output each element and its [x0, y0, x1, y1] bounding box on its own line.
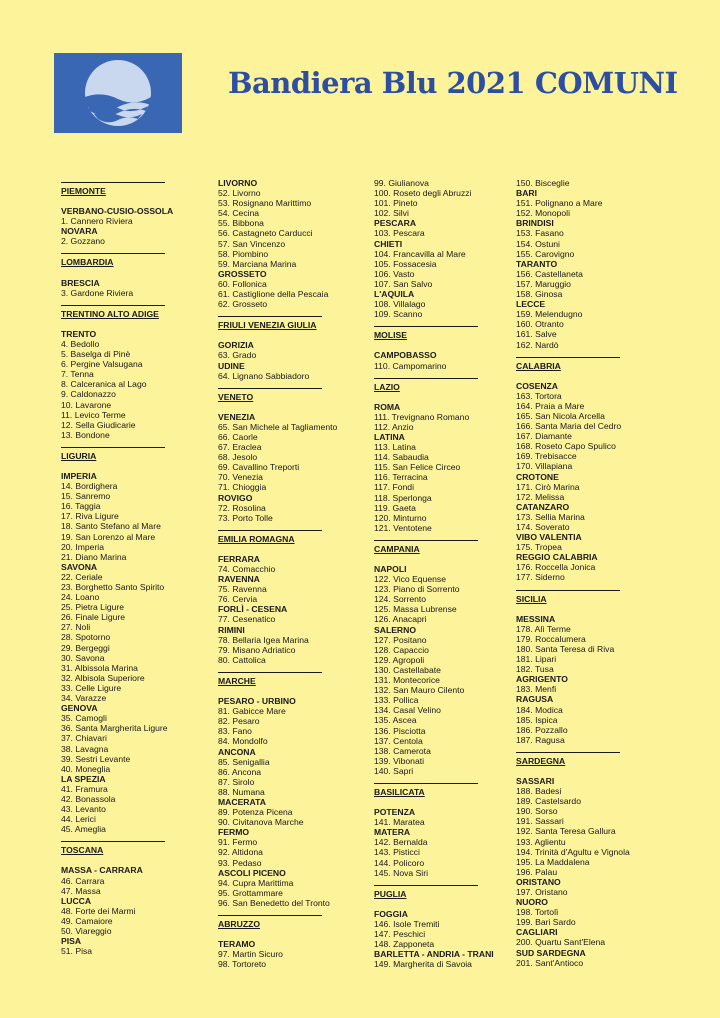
province-heading: FORLÌ - CESENA	[218, 604, 288, 615]
province-heading: GROSSETO	[218, 268, 267, 279]
list-item: 162. Nardò	[516, 339, 559, 350]
province-heading: AGRIGENTO	[516, 674, 568, 685]
list-item: 105. Fossacesia	[374, 258, 437, 269]
column-3	[374, 178, 494, 969]
list-item: 6. Pergine Valsugana	[61, 359, 143, 370]
list-item: 60. Follonica	[218, 278, 267, 289]
list-item: 63. Grado	[218, 350, 257, 361]
province-heading: VENEZIA	[218, 411, 256, 422]
list-item: 182. Tusa	[516, 664, 554, 675]
list-item: 56. Castagneto Carducci	[218, 228, 313, 239]
region-heading: VENETO	[218, 388, 322, 402]
list-item: 188. Badesi	[516, 786, 562, 797]
list-item: 64. Lignano Sabbiadoro	[218, 370, 310, 381]
list-item: 175. Tropea	[516, 542, 562, 553]
list-item: 91. Fermo	[218, 837, 258, 848]
list-item: 192. Santa Teresa Gallura	[516, 826, 616, 837]
province-heading: VERBANO-CUSIO-OSSOLA	[61, 206, 174, 217]
region-heading: CAMPANIA	[374, 540, 478, 554]
list-item: 76. Cervia	[218, 594, 258, 605]
province-heading: NAPOLI	[374, 564, 407, 574]
list-item: 169. Trebisacce	[516, 451, 577, 462]
list-item: 122. Vico Equense	[374, 574, 446, 585]
list-item: 186. Pozzallo	[516, 724, 568, 735]
list-item: 18. Santo Stefano al Mare	[61, 521, 161, 532]
province-heading: PISA	[61, 936, 82, 947]
province-heading: NUORO	[516, 897, 548, 908]
list-item: 137. Centola	[374, 735, 423, 746]
list-item: 71. Chioggia	[218, 482, 267, 493]
region-heading: MOLISE	[374, 326, 478, 340]
province-heading: VIBO VALENTIA	[516, 532, 582, 543]
region-heading: LOMBARDIA	[61, 253, 165, 267]
list-item: 44. Lerici	[61, 814, 96, 825]
province-heading: ANCONA	[218, 746, 256, 757]
list-item: 184. Modica	[516, 704, 563, 715]
list-item: 88. Numana	[218, 786, 265, 797]
list-item: 34. Varazze	[61, 693, 107, 704]
list-item: 133. Pollica	[374, 695, 419, 706]
list-item: 27. Noli	[61, 622, 91, 633]
list-item: 155. Carovigno	[516, 248, 575, 259]
region-heading: ABRUZZO	[218, 915, 322, 929]
list-item: 160. Otranto	[516, 319, 564, 330]
list-item: 142. Bernalda	[374, 837, 428, 848]
list-item: 113. Latina	[374, 442, 416, 453]
list-item: 61. Castiglione della Pescaia	[218, 289, 329, 300]
list-item: 102. Silvi	[374, 208, 409, 219]
region-heading: BASILICATA	[374, 783, 478, 797]
list-item: 177. Siderno	[516, 572, 565, 583]
province-heading: BARLETTA - ANDRIA - TRANI	[374, 949, 494, 960]
page-title: Bandiera Blu 2021 COMUNI	[228, 66, 678, 100]
list-item: 68. Jesolo	[218, 452, 258, 463]
list-item: 110. Campomarino	[374, 360, 447, 371]
list-item: 43. Levanto	[61, 804, 106, 815]
list-item: 26. Finale Ligure	[61, 612, 126, 623]
list-item: 178. Alì Terme	[516, 623, 571, 634]
list-item: 144. Policoro	[374, 857, 425, 868]
list-item: 100. Roseto degli Abruzzi	[374, 188, 472, 199]
list-item: 189. Castelsardo	[516, 796, 581, 807]
list-item: 92. Altidona	[218, 847, 263, 858]
list-item: 89. Potenza Picena	[218, 807, 293, 818]
province-heading: LECCE	[516, 299, 546, 310]
list-item: 152. Monopoli	[516, 208, 570, 219]
list-item: 190. Sorso	[516, 806, 558, 817]
list-item: 150. Bisceglie	[516, 178, 570, 188]
list-item: 148. Zapponeta	[374, 939, 435, 950]
list-item: 13. Bondone	[61, 429, 110, 440]
province-heading: GORIZIA	[218, 340, 254, 351]
list-item: 19. San Lorenzo al Mare	[61, 531, 156, 542]
list-item: 101. Pineto	[374, 198, 418, 209]
list-item: 80. Cattolica	[218, 654, 266, 665]
list-item: 74. Comacchio	[218, 564, 276, 574]
list-item: 50. Viareggio	[61, 926, 112, 936]
list-item: 159. Melendugno	[516, 309, 583, 320]
list-item: 147. Peschici	[374, 929, 426, 939]
list-item: 21. Diano Marina	[61, 551, 127, 562]
province-heading: ORISTANO	[516, 876, 561, 887]
list-item: 174. Soverato	[516, 522, 570, 532]
list-item: 51. Pisa	[61, 946, 93, 957]
list-item: 118. Sperlonga	[374, 492, 432, 503]
list-item: 42. Bonassola	[61, 793, 116, 804]
list-item: 69. Cavallino Treporti	[218, 462, 300, 473]
list-item: 179. Roccalumera	[516, 633, 586, 644]
list-item: 103. Pescara	[374, 228, 425, 239]
list-item: 151. Polignano a Mare	[516, 198, 603, 209]
region-heading: PUGLIA	[374, 885, 478, 899]
list-item: 139. Vibonati	[374, 755, 425, 766]
province-heading: BRESCIA	[61, 277, 100, 288]
list-item: 29. Bergeggi	[61, 642, 110, 653]
list-item: 166. Santa Maria del Cedro	[516, 421, 622, 432]
list-item: 87. Sirolo	[218, 776, 255, 787]
list-item: 39. Sestri Levante	[61, 753, 131, 764]
list-item: 83. Fano	[218, 726, 252, 737]
list-item: 194. Trinità d'Agultu e Vignola	[516, 846, 630, 857]
list-item: 132. San Mauro Cilento	[374, 685, 465, 696]
list-item: 70. Venezia	[218, 472, 263, 483]
list-item: 180. Santa Teresa di Riva	[516, 643, 615, 654]
region-heading: LIGURIA	[61, 447, 165, 461]
list-item: 131. Montecorice	[374, 675, 440, 686]
list-item: 173. Sellia Marina	[516, 511, 585, 522]
province-heading: MASSA - CARRARA	[61, 865, 143, 876]
region-heading: EMILIA ROMAGNA	[218, 530, 322, 544]
province-heading: SUD SARDEGNA	[516, 947, 586, 958]
list-item: 10. Lavarone	[61, 399, 112, 410]
province-heading: GENOVA	[61, 703, 98, 714]
list-item: 38. Lavagna	[61, 743, 109, 754]
list-item: 172. Melissa	[516, 491, 565, 502]
list-item: 158. Ginosa	[516, 289, 563, 300]
list-item: 156. Castellaneta	[516, 268, 583, 279]
list-item: 41. Framura	[61, 783, 108, 794]
list-item: 9. Caldonazzo	[61, 389, 116, 400]
list-item: 55. Bibbona	[218, 218, 264, 229]
list-item: 98. Tortoreto	[218, 959, 267, 970]
list-item: 17. Riva Ligure	[61, 511, 119, 522]
list-item: 128. Capaccio	[374, 644, 429, 655]
list-item: 84. Mondolfo	[218, 736, 268, 747]
province-heading: BRINDISI	[516, 218, 554, 229]
list-item: 78. Bellaria Igea Marina	[218, 634, 309, 645]
province-heading: NOVARA	[61, 226, 98, 237]
list-item: 97. Martin Sicuro	[218, 949, 283, 960]
province-heading: BARI	[516, 188, 538, 199]
province-heading: RIMINI	[218, 624, 245, 635]
list-item: 176. Roccella Jonica	[516, 562, 596, 573]
list-item: 37. Chiavari	[61, 733, 107, 744]
list-item: 168. Roseto Capo Spulico	[516, 441, 616, 452]
list-item: 24. Loano	[61, 592, 100, 603]
list-item: 81. Gabicce Mare	[218, 706, 286, 717]
province-heading: MATERA	[374, 827, 411, 838]
list-item: 123. Piano di Sorrento	[374, 584, 460, 595]
province-heading: FOGGIA	[374, 908, 408, 919]
list-item: 193. Aglientu	[516, 836, 566, 847]
list-item: 183. Menfi	[516, 684, 557, 695]
list-item: 170. Villapiana	[516, 461, 573, 472]
province-heading: POTENZA	[374, 807, 416, 818]
list-item: 36. Santa Margherita Ligure	[61, 723, 168, 734]
list-item: 3. Gardone Riviera	[61, 287, 134, 298]
list-item: 116. Terracina	[374, 472, 428, 483]
list-item: 7. Tenna	[61, 369, 94, 380]
list-item: 164. Praia a Mare	[516, 400, 585, 411]
province-heading: CAGLIARI	[516, 927, 558, 938]
list-item: 134. Casal Velino	[374, 705, 441, 716]
list-item: 143. Pisticci	[374, 847, 420, 858]
list-item: 33. Celle Ligure	[61, 682, 122, 693]
list-item: 119. Gaeta	[374, 502, 416, 513]
bandiera-blu-logo	[54, 53, 182, 133]
province-heading: LIVORNO	[218, 178, 258, 188]
province-heading: CROTONE	[516, 471, 559, 482]
region-heading: TRENTINO ALTO ADIGE	[61, 305, 165, 319]
list-item: 121. Ventotene	[374, 522, 432, 533]
province-heading: PESARO - URBINO	[218, 696, 296, 707]
province-heading: CHIETI	[374, 238, 403, 249]
list-item: 79. Misano Adriatico	[218, 644, 296, 655]
province-heading: TARANTO	[516, 258, 558, 269]
province-heading: SALERNO	[374, 624, 417, 635]
list-item: 47. Massa	[61, 885, 101, 896]
list-item: 181. Lipari	[516, 654, 557, 665]
region-heading: LAZIO	[374, 378, 478, 392]
list-item: 1. Cannero Riviera	[61, 216, 133, 227]
list-item: 127. Positano	[374, 634, 427, 645]
list-item: 108. Villalago	[374, 299, 426, 310]
list-item: 11. Levico Terme	[61, 409, 126, 420]
list-item: 120. Minturno	[374, 512, 427, 523]
province-heading: LUCCA	[61, 895, 92, 906]
list-item: 94. Cupra Marittima	[218, 877, 294, 888]
list-item: 199. Bari Sardo	[516, 917, 576, 928]
list-item: 66. Caorle	[218, 431, 258, 442]
list-item: 136. Pisciotta	[374, 725, 426, 736]
column-2	[218, 178, 337, 969]
list-item: 30. Savona	[61, 652, 105, 663]
list-item: 154. Ostuni	[516, 238, 560, 249]
column-1	[61, 178, 173, 956]
province-heading: LA SPEZIA	[61, 773, 106, 784]
list-item: 58. Piombino	[218, 248, 269, 259]
list-item: 201. Sant'Antioco	[516, 957, 584, 968]
list-item: 4. Bedollo	[61, 338, 100, 349]
list-item: 200. Quartu Sant'Elena	[516, 937, 606, 948]
list-item: 5. Baselga di Pinè	[61, 349, 131, 360]
province-heading: MACERATA	[218, 796, 266, 807]
list-item: 141. Maratea	[374, 817, 425, 828]
list-item: 62. Grosseto	[218, 299, 268, 310]
list-item: 196. Palau	[516, 866, 558, 877]
province-heading: ASCOLI PICENO	[218, 867, 286, 878]
province-heading: COSENZA	[516, 380, 559, 391]
region-heading: PIEMONTE	[61, 182, 165, 196]
region-heading: TOSCANA	[61, 841, 165, 855]
province-heading: FERRARA	[218, 553, 261, 564]
list-item: 48. Forte dei Marmi	[61, 905, 136, 916]
column-4	[516, 178, 630, 968]
province-heading: UDINE	[218, 360, 245, 371]
province-heading: SASSARI	[516, 775, 555, 786]
province-heading: LATINA	[374, 431, 405, 442]
province-heading: REGGIO CALABRIA	[516, 552, 598, 563]
list-item: 112. Anzio	[374, 421, 414, 432]
list-item: 163. Tortora	[516, 390, 562, 401]
region-heading: SICILIA	[516, 590, 620, 604]
list-item: 153. Fasano	[516, 228, 564, 239]
list-item: 65. San Michele al Tagliamento	[218, 421, 338, 432]
list-item: 85. Senigallia	[218, 756, 270, 767]
list-item: 46. Carrara	[61, 875, 105, 886]
list-item: 126. Anacapri	[374, 614, 427, 625]
list-item: 16. Taggia	[61, 501, 101, 512]
list-item: 114. Sabaudia	[374, 452, 429, 463]
list-item: 197. Oristano	[516, 887, 568, 897]
list-item: 32. Albisola Superiore	[61, 672, 145, 683]
region-heading: MARCHE	[218, 672, 322, 686]
province-heading: RAGUSA	[516, 694, 554, 705]
list-item: 12. Sella Giudicarie	[61, 419, 136, 430]
list-item: 25. Pietra Ligure	[61, 602, 125, 613]
list-item: 185. Ispica	[516, 714, 558, 725]
list-item: 90. Civitanova Marche	[218, 817, 304, 828]
list-item: 23. Borghetto Santo Spirito	[61, 582, 165, 592]
list-item: 146. Isole Tremiti	[374, 918, 440, 929]
region-heading: SARDEGNA	[516, 752, 620, 766]
list-item: 45. Ameglia	[61, 824, 106, 835]
list-item: 93. Pedaso	[218, 857, 262, 868]
list-item: 28. Spotorno	[61, 632, 111, 643]
list-item: 67. Eraclea	[218, 442, 262, 453]
list-item: 53. Rosignano Marittimo	[218, 198, 312, 209]
list-item: 167. Diamante	[516, 431, 572, 442]
list-item: 125. Massa Lubrense	[374, 604, 457, 615]
list-item: 20. Imperia	[61, 541, 104, 552]
list-item: 14. Bordighera	[61, 481, 118, 492]
list-item: 31. Albissola Marina	[61, 662, 138, 673]
province-heading: SAVONA	[61, 561, 98, 572]
region-heading: CALABRIA	[516, 357, 620, 371]
list-item: 35. Camogli	[61, 713, 107, 724]
list-item: 124. Sorrento	[374, 594, 427, 605]
list-item: 157. Maruggio	[516, 278, 571, 289]
list-item: 15. Sanremo	[61, 491, 111, 502]
province-heading: FERMO	[218, 827, 250, 838]
province-heading: TERAMO	[218, 939, 256, 950]
list-item: 109. Scanno	[374, 309, 423, 320]
list-item: 135. Ascea	[374, 715, 417, 726]
province-heading: ROVIGO	[218, 492, 253, 503]
list-item: 104. Francavilla al Mare	[374, 248, 466, 259]
province-heading: TRENTO	[61, 328, 97, 339]
province-heading: ROMA	[374, 401, 401, 412]
list-item: 161. Salve	[516, 329, 557, 340]
list-item: 52. Livorno	[218, 188, 261, 199]
list-item: 107. San Salvo	[374, 278, 433, 289]
list-item: 8. Calceranica al Lago	[61, 379, 147, 390]
list-item: 149. Margherita di Savoia	[374, 959, 472, 970]
list-item: 54. Cecina	[218, 208, 260, 219]
list-item: 145. Nova Siri	[374, 867, 428, 878]
list-item: 72. Rosolina	[218, 502, 266, 513]
list-item: 140. Sapri	[374, 765, 414, 776]
province-heading: CAMPOBASSO	[374, 350, 437, 361]
list-item: 75. Ravenna	[218, 584, 267, 595]
list-item: 96. San Benedetto del Tronto	[218, 897, 330, 908]
list-item: 117. Fondi	[374, 482, 414, 493]
list-item: 2. Gozzano	[61, 236, 105, 247]
list-item: 191. Sassari	[516, 816, 564, 827]
region-heading: FRIULI VENEZIA GIULIA	[218, 316, 322, 330]
province-heading: MESSINA	[516, 613, 556, 624]
list-item: 82. Pesaro	[218, 716, 260, 727]
list-item: 40. Moneglia	[61, 763, 111, 774]
list-item: 165. San Nicola Arcella	[516, 410, 605, 421]
province-heading: RAVENNA	[218, 574, 260, 585]
province-heading: PESCARA	[374, 218, 417, 229]
province-heading: L'AQUILA	[374, 289, 415, 300]
list-item: 138. Camerota	[374, 745, 431, 756]
list-item: 99. Giulianova	[374, 178, 429, 188]
list-item: 130. Castellabate	[374, 664, 441, 675]
list-item: 95. Grottammare	[218, 887, 283, 898]
list-item: 49. Camaiore	[61, 915, 113, 926]
list-item: 115. San Felice Circeo	[374, 462, 461, 473]
list-item: 111. Trevignano Romano	[374, 411, 470, 422]
list-item: 129. Agropoli	[374, 654, 425, 665]
list-item: 59. Marciana Marina	[218, 258, 297, 269]
list-item: 106. Vasto	[374, 268, 415, 279]
province-heading: IMPERIA	[61, 470, 97, 481]
list-item: 22. Ceriale	[61, 571, 103, 582]
list-item: 198. Tortolì	[516, 907, 559, 918]
list-item: 77. Cesenatico	[218, 614, 276, 625]
province-heading: CATANZARO	[516, 501, 570, 512]
list-item: 195. La Maddalena	[516, 856, 590, 867]
list-item: 86. Ancona	[218, 766, 262, 777]
list-item: 73. Porto Tolle	[218, 512, 273, 523]
list-item: 171. Cirò Marina	[516, 481, 580, 492]
list-item: 187. Ragusa	[516, 734, 565, 745]
list-item: 57. San Vincenzo	[218, 238, 286, 249]
